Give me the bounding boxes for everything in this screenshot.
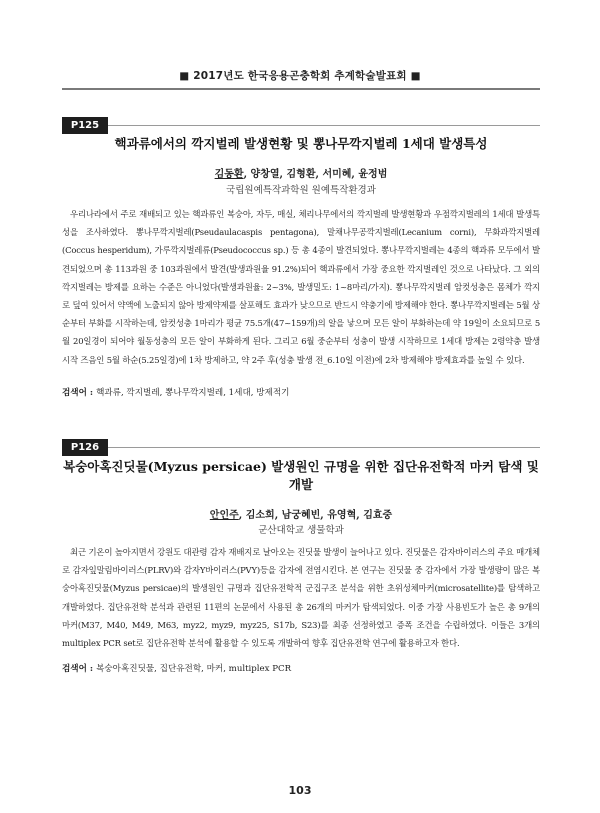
keywords-list: 핵과류, 깍지벌레, 뽕나무깍지벌레, 1세대, 방제적기 (96, 388, 290, 398)
article-code-badge: P125 (62, 117, 108, 134)
article-authors (62, 165, 540, 180)
first-author: 김동환 (214, 169, 244, 180)
article-keywords (62, 662, 540, 674)
co-authors: , 김소희, 남궁혜빈, 유영혁, 김효중 (238, 510, 393, 521)
header-divider (62, 88, 540, 90)
co-authors: , 양창열, 김형환, 서미혜, 윤정범 (243, 169, 388, 180)
keywords-label: 검색어 : (62, 664, 97, 674)
article-keywords (62, 386, 540, 398)
article-divider-p125 (62, 125, 540, 126)
article-authors (62, 506, 540, 521)
article-affiliation: 국립원예특작과학원 원예특작환경과 (226, 185, 376, 196)
article-abstract: 우리나라에서 주로 재배되고 있는 핵과류인 복숭아, 자두, 매실, 체리나무에서의 깍지벌레 발생현황과 우점깍지벌레의 1세대 발생특성을 조사하였다. 뽕나무깍지벌레(Pseudaulacaspis pentagona), 말채나무공깍지벌레(Lecanium corni), 무화과깍지벌레(Coccus hesperidum), 가루깍지벌레류(Pseudococcus sp.) 등 총 4종이 발견되었다. 뽕나무깍지벌레는 4종의 핵과류 모두에서 발견되었으며 총 113과원 중 103과원에서 발견(발생과원율 91.2%)되어 핵과류에서 가장 중요한 깍지벌레인 것으로 나타났다. 그 외의 깍지벌레는 방제를 요하는 수준은 아니었다(발생과원율: 2~3%, 발생밀도: 1~8마리/가지). 뽕나무깍지벌레 암컷성충은 몸체가 깍지로 덮여 있어서 약액에 노출되지 않아 방제약제를 살포해도 효과가 낮으므로 반드시 약충기에 방제해야 한다. 뽕나무깍지벌레는 5월 상순부터 부화를 시작하는데, 암컷성충 1마리가 평균 75.5개(47~159개)의 알을 낳으며 모든 알이 부화하는데 약 19일이 소요되므로 5월 20일경이 되어야 월동성충의 모든 알이 부화하게 된다. 그리고 6월 중순부터 성충이 발생 시작하므로 1세대 방제는 2령약충 발생 시작 즈음인 5월 하순(5.25일경)에 1차 방제하고, 약 2주 후(성충 발생 전_6.10일 이전)에 2차 방제해야 방제효과를 높일 수 있다. (62, 209, 540, 365)
proceedings-header: ■ 2017년도 한국응용곤충학회 추계학술발표회 ■ (179, 70, 421, 82)
page-number: 103 (288, 784, 312, 797)
article-code-badge: P126 (62, 439, 108, 456)
article-title: 핵과류에서의 깍지벌레 발생현황 및 뽕나무깍지벌레 1세대 발생특성 (114, 136, 488, 151)
first-author: 안인주 (209, 510, 239, 521)
keywords-list: 복숭아혹진딧물, 집단유전학, 마커, multiplex PCR (96, 664, 292, 674)
keywords-label: 검색어 : (62, 388, 97, 398)
article-divider-p126 (62, 447, 540, 448)
article-title: 복숭아혹진딧물(Myzus persicae) 발생원인 규명을 위한 집단유전학적 마커 탐색 및 개발 (63, 459, 539, 492)
article-affiliation: 군산대학교 생물학과 (258, 525, 344, 536)
article-abstract: 최근 기온이 높아지면서 강원도 대관령 감자 재배지로 날아오는 진딧물 발생이 늘어나고 있다. 진딧물은 감자바이러스의 주요 매개체로 감자잎말림바이러스(PLRV)와 감자Y바이러스(PVY)등을 감자에 전염시킨다. 본 연구는 진딧물 중 감자에서 가장 발생량이 많은 복숭아혹진딧물(Myzus persicae)의 발생원인 규명과 집단유전학적 군집구조 분석을 위한 초위성체마커(microsatellite)를 탐색하고 개발하였다. 집단유전학 분석과 관련된 11편의 논문에서 사용된 총 26개의 마커가 탐색되었다. 이중 가장 사용빈도가 높은 총 9개의 마커(M37, M40, M49, M63, myz2, myz9, myz25, S17b, S23)를 최종 선정하였고 증폭 조건을 수립하였다. 이들은 3개의 multiplex PCR set로 집단유전학 분석에 활용할 수 있도록 개발하여 향후 집단유전학 연구에 활용하고자 한다. (62, 547, 540, 649)
